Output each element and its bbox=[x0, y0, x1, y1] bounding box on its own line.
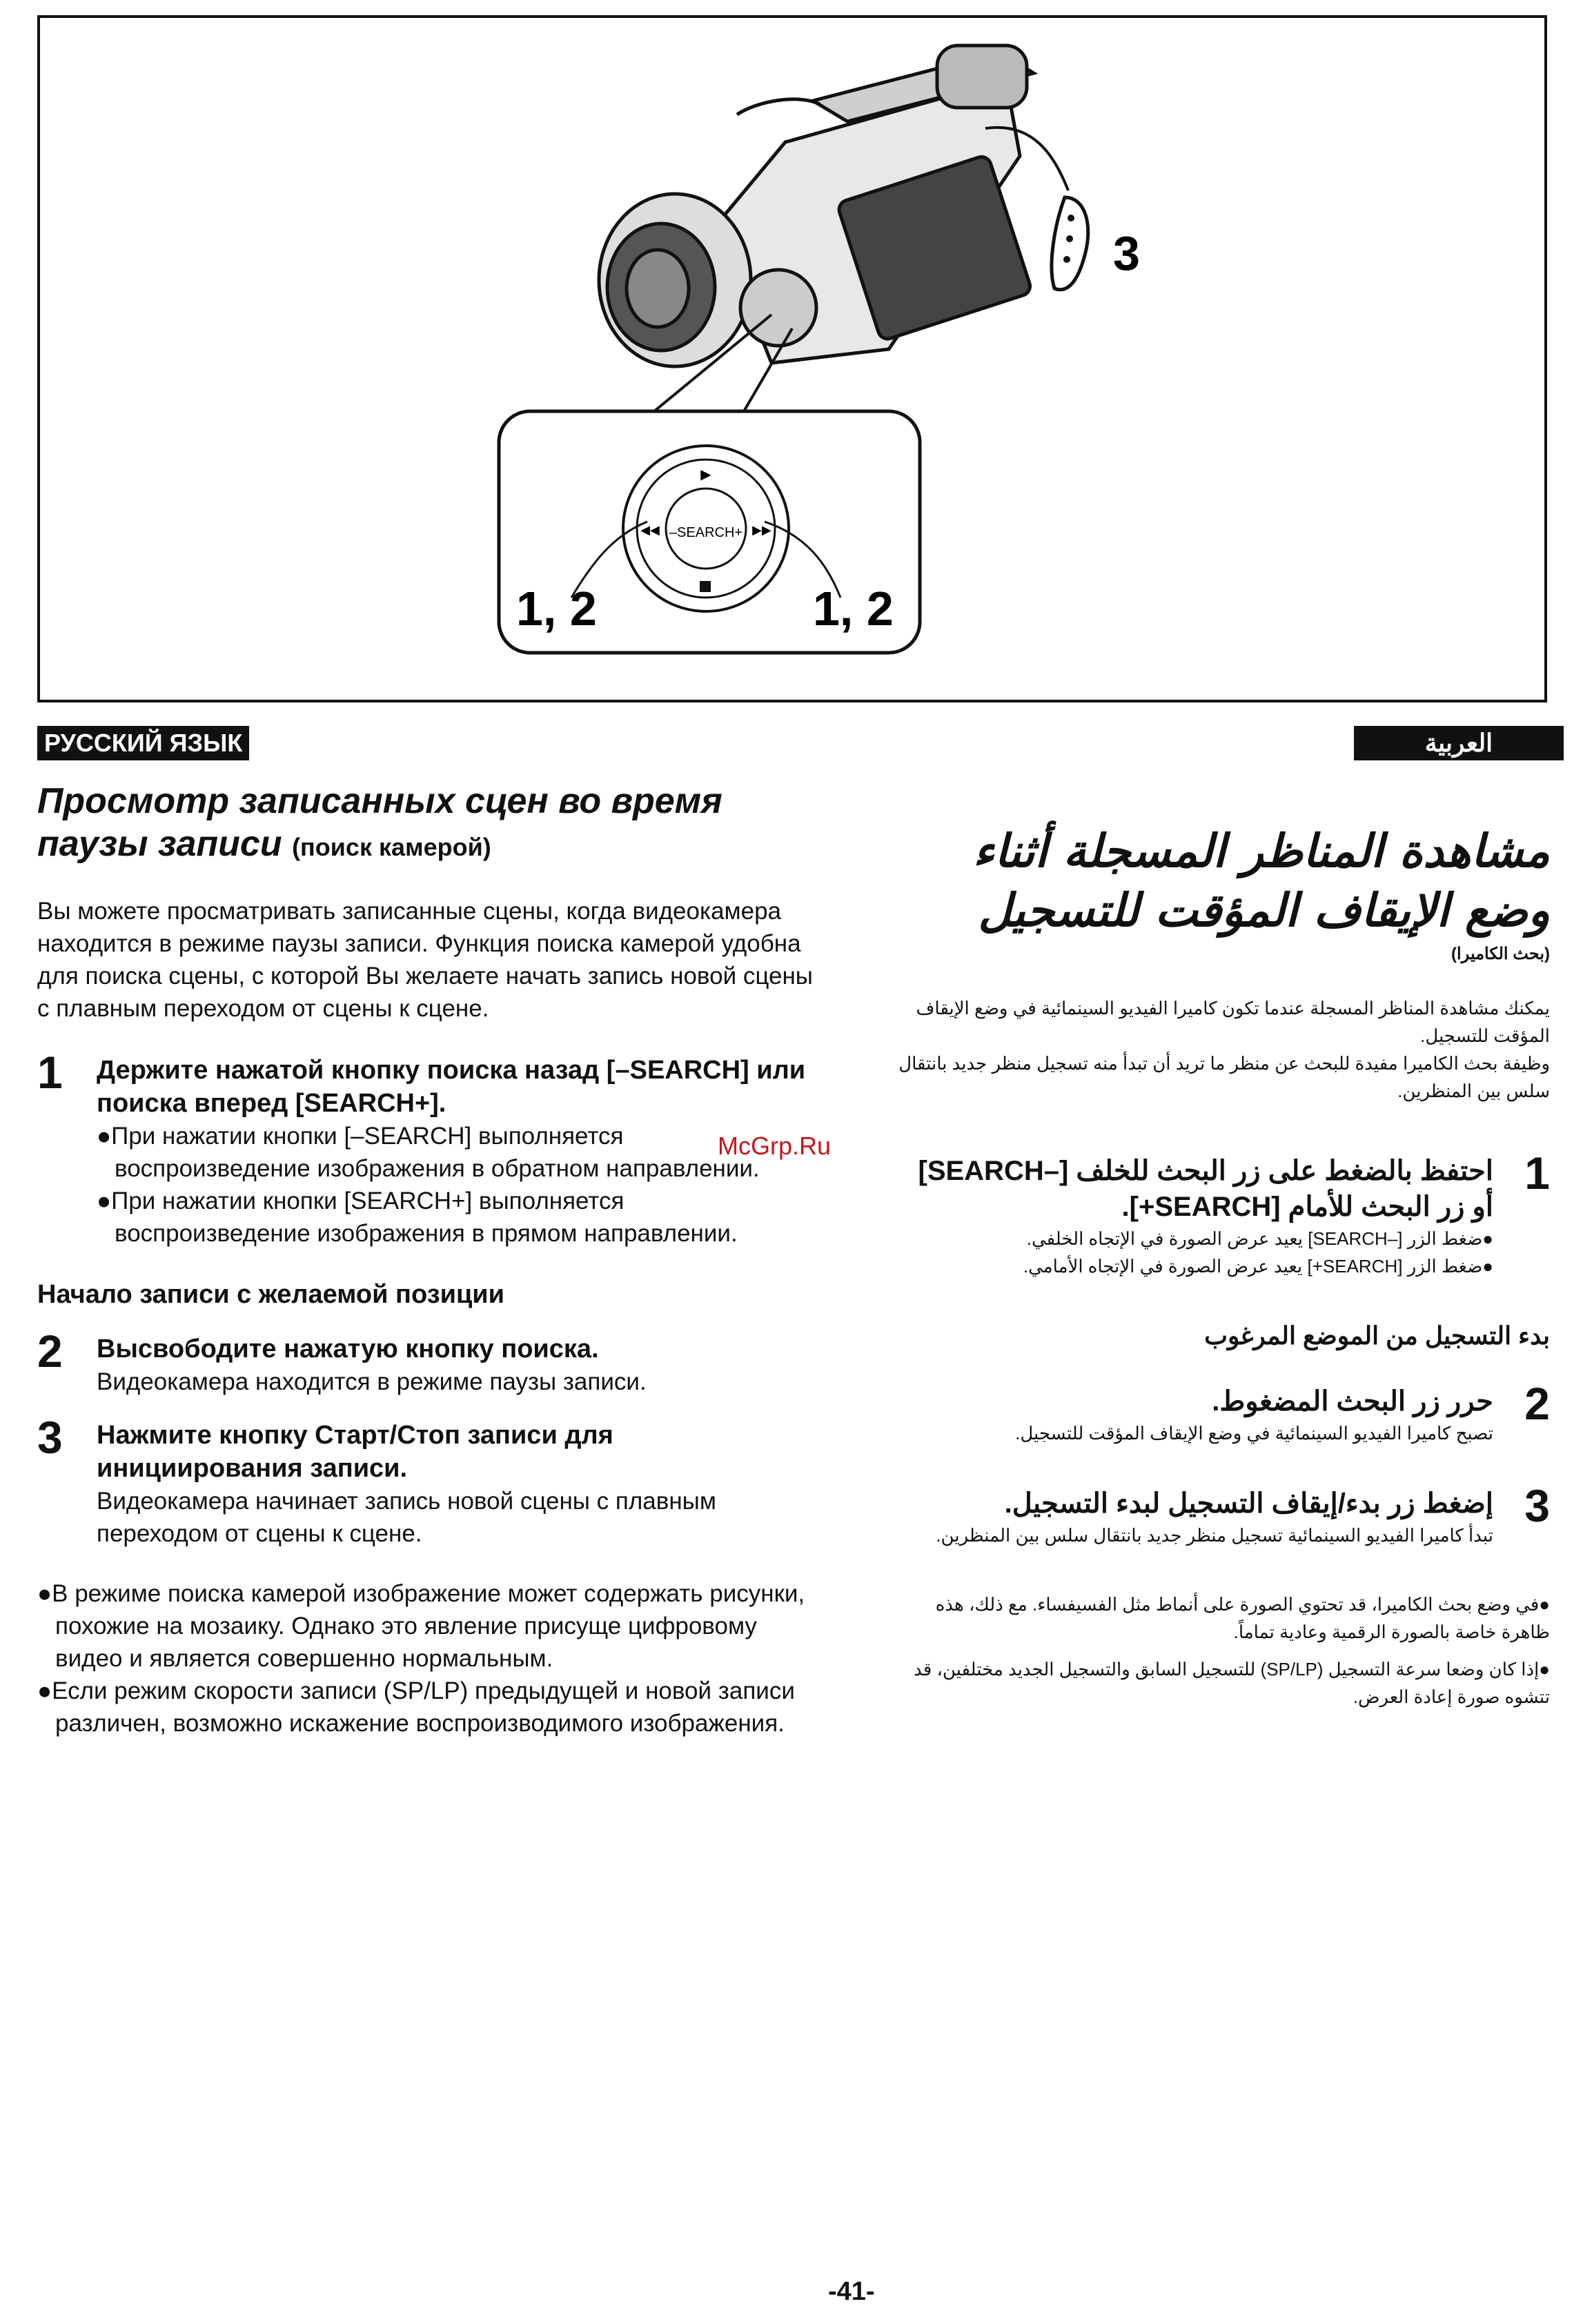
rewind-icon: ◀◀ bbox=[640, 523, 660, 538]
figure-label-right: 1, 2 bbox=[813, 582, 894, 636]
language-tab-arabic: العربية bbox=[1354, 726, 1564, 760]
russian-note-1: ●В режиме поиска камерой изображение может содержать рисунки, похожие на мозаику. Однако это явление присуще цифровому видео и является совершенно нормальным. bbox=[37, 1580, 805, 1672]
search-dial-text: –SEARCH+ bbox=[669, 525, 743, 540]
arabic-title-sub: (بحث الكاميرا) bbox=[1451, 945, 1550, 963]
step-title: إضغط زر بدء/إيقاف التسجيل لبدء التسجيل. bbox=[1004, 1488, 1493, 1519]
russian-title-sub: (поиск камерой) bbox=[292, 833, 491, 861]
arabic-section-heading: بدء التسجيل من الموضع المرغوب bbox=[1204, 1321, 1550, 1350]
step-number: 1 bbox=[1524, 1148, 1550, 1199]
russian-step-3 bbox=[37, 1412, 817, 1550]
step-text: Видеокамера находится в режиме паузы записи. bbox=[97, 1368, 647, 1395]
camcorder-icon bbox=[599, 46, 1034, 366]
figure-label-3: 3 bbox=[1113, 226, 1140, 280]
step-title: Высвободите нажатую кнопку поиска. bbox=[97, 1335, 599, 1363]
arabic-note-2: ●إذا كان وضعا سرعة التسجيل (SP/LP) للتسجيل السابق والتسجيل الجديد مختلفين، قد تتشوه صورة إعادة العرض. bbox=[914, 1659, 1550, 1707]
step-bullet: ●ضغط الزر [–SEARCH] يعيد عرض الصورة في الإتجاه الخلفي. bbox=[1026, 1228, 1493, 1249]
step-bullet: ●При нажатии кнопки [SEARCH+] выполняется воспроизведение изображения в прямом направлении. bbox=[97, 1188, 738, 1247]
russian-section-heading: Начало записи с желаемой позиции bbox=[37, 1280, 505, 1309]
stop-icon bbox=[700, 581, 711, 592]
arabic-title: مشاهدة المناظر المسجلة أثناء وضع الإيقاف المؤقت للتسجيل bbox=[973, 824, 1550, 937]
step-bullet: ●При нажатии кнопки [–SEARCH] выполняется воспроизведение изображения в обратном направлении. bbox=[97, 1123, 760, 1182]
arabic-step-2 bbox=[897, 1378, 1550, 1447]
step-number: 3 bbox=[1524, 1480, 1550, 1531]
illustration-frame bbox=[37, 15, 1547, 702]
russian-note-2: ●Если режим скорости записи (SP/LP) предыдущей и новой записи различен, возможно искажение воспроизводимого изображения. bbox=[37, 1677, 795, 1737]
figure-label-left: 1, 2 bbox=[516, 582, 597, 636]
arabic-column bbox=[897, 821, 1550, 1711]
step-title: Нажмите кнопку Старт/Стоп записи для инициирования записи. bbox=[97, 1421, 613, 1483]
step-title: احتفظ بالضغط على زر البحث للخلف [–SEARCH] أو زر البحث للأمام [SEARCH+]. bbox=[918, 1156, 1493, 1222]
russian-title-main: Просмотр записанных сцен во время паузы записи bbox=[37, 781, 722, 864]
step-text: تبدأ كاميرا الفيديو السينمائية تسجيل منظر جديد بانتقال سلس بين المنظرين. bbox=[936, 1525, 1493, 1546]
step-text: تصبح كاميرا الفيديو السينمائية في وضع الإيقاف المؤقت للتسجيل. bbox=[1015, 1423, 1493, 1444]
camcorder-illustration bbox=[40, 18, 1544, 700]
russian-title bbox=[37, 780, 817, 869]
page-number: -41- bbox=[828, 2277, 875, 2306]
step-title: Держите нажатой кнопку поиска назад [–SEARCH] или поиска вперед [SEARCH+]. bbox=[97, 1056, 806, 1118]
step-number: 2 bbox=[1524, 1378, 1550, 1429]
step-text: Видеокамера начинает запись новой сцены с плавным переходом от сцены к сцене. bbox=[97, 1488, 716, 1547]
play-icon: ▶ bbox=[700, 466, 711, 482]
step-number: 1 bbox=[37, 1047, 63, 1098]
russian-step-2 bbox=[37, 1326, 817, 1398]
russian-column bbox=[37, 780, 817, 1740]
arabic-step-3 bbox=[897, 1480, 1550, 1549]
russian-step-1 bbox=[37, 1047, 817, 1250]
arabic-note-1: ●في وضع بحث الكاميرا، قد تحتوي الصورة على أنماط مثل الفسيفساء. مع ذلك، هذه ظاهرة خاصة بالصورة الرقمية وعادية تماماً. bbox=[935, 1594, 1550, 1642]
arabic-intro-1: يمكنك مشاهدة المناظر المسجلة عندما تكون كاميرا الفيديو السينمائية في وضع الإيقاف المؤقت للتسجيل. bbox=[916, 998, 1550, 1046]
step-number: 2 bbox=[37, 1326, 63, 1377]
step-title: حرر زر البحث المضغوط. bbox=[1212, 1386, 1493, 1417]
fast-forward-icon: ▶▶ bbox=[752, 523, 771, 538]
russian-intro: Вы можете просматривать записанные сцены, когда видеокамера находится в режиме паузы записи. Функция поиска камерой удобна для поиска сцены, с которой Вы желаете начать запись новой сцены с плавным переходом от сцены к сцене. bbox=[37, 898, 813, 1022]
step-number: 3 bbox=[37, 1412, 63, 1463]
side-button-icon bbox=[1052, 197, 1088, 290]
search-dial-inset bbox=[499, 411, 920, 653]
arabic-step-1 bbox=[897, 1148, 1550, 1280]
watermark: McGrp.Ru bbox=[718, 1132, 832, 1160]
step-bullet: ●ضغط الزر [SEARCH+] يعيد عرض الصورة في الإتجاه الأمامي. bbox=[1023, 1256, 1493, 1277]
arabic-intro-2: وظيفة بحث الكاميرا مفيدة للبحث عن منظر ما تريد أن تبدأ منه تسجيل منظر جديد بانتقال سلس بين المنظرين. bbox=[898, 1053, 1550, 1101]
language-tab-russian: РУССКИЙ ЯЗЫК bbox=[37, 726, 249, 760]
